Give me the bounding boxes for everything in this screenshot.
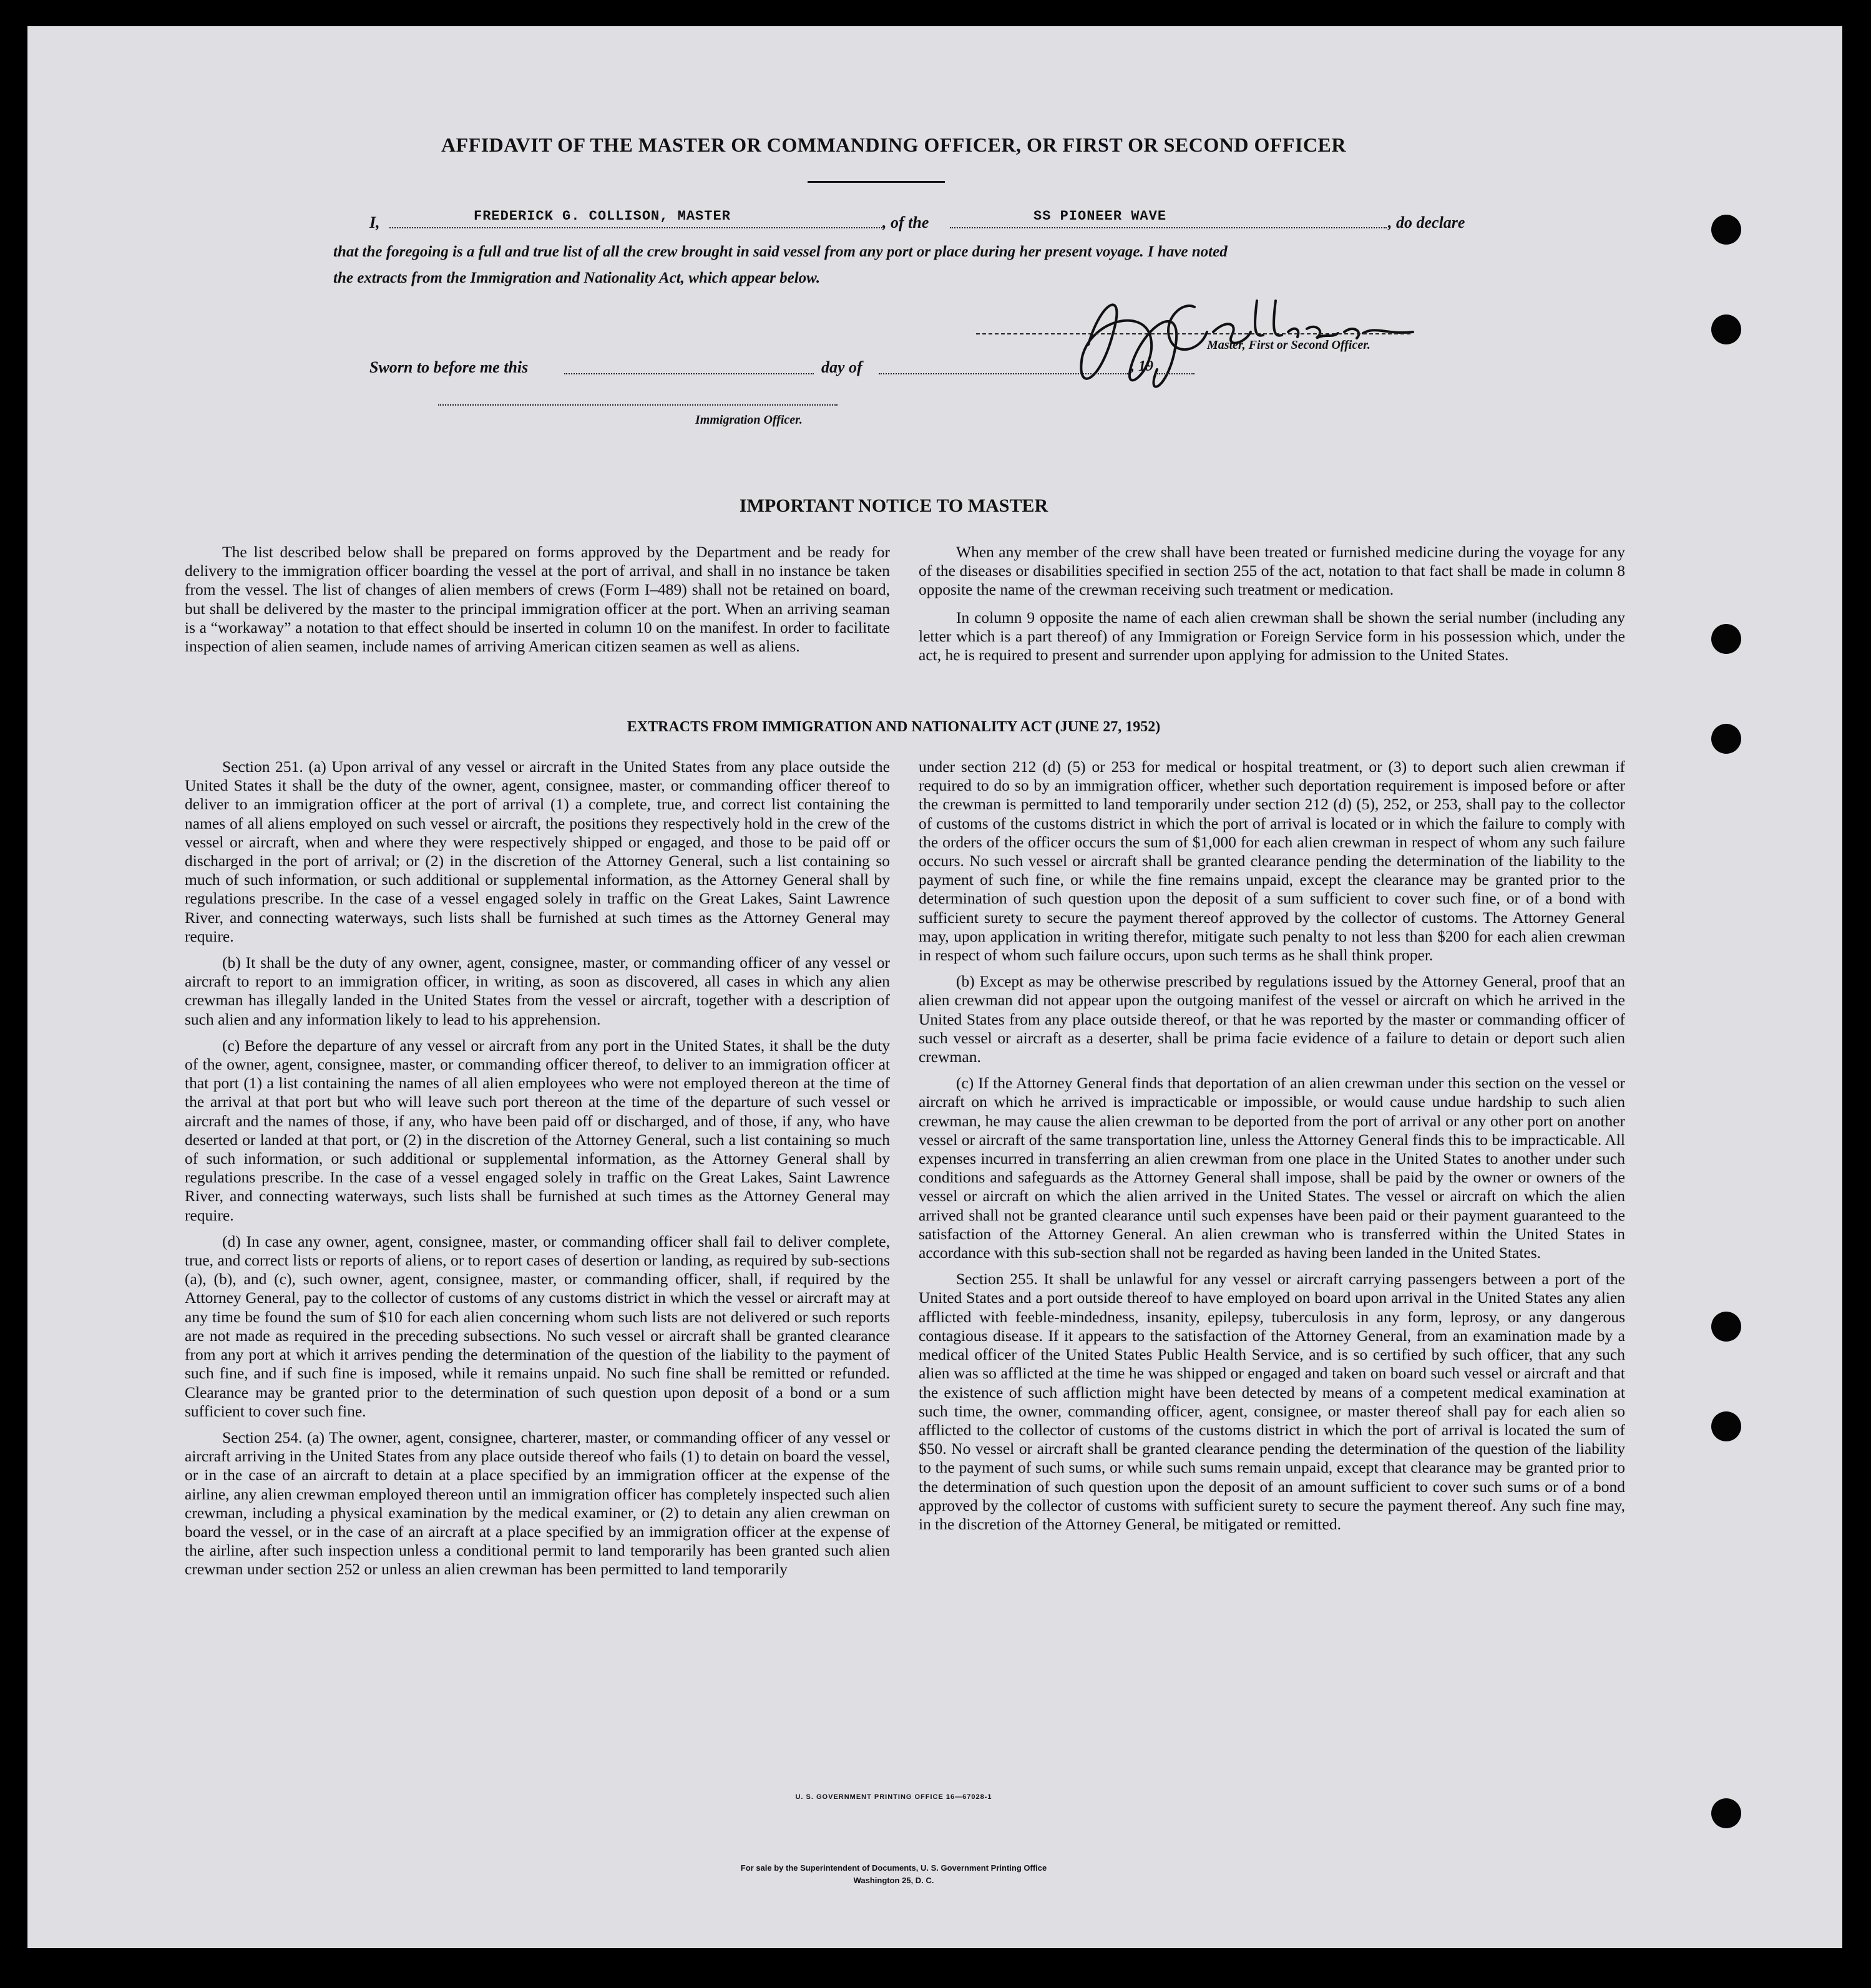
for-sale-line-1: For sale by the Superintendent of Documents, U. S. Government Printing Office xyxy=(740,1863,1047,1873)
sworn-month-line xyxy=(879,373,1128,374)
punch-hole xyxy=(1711,624,1741,654)
section-254-a: Section 254. (a) The owner, agent, consignee, charterer, master, or commanding officer of any vessel or aircraft arriving in the United States from any place outside thereof who fails (1) to detain on board the vessel, or in the case of an aircraft to detain at a place specified by an immigration officer at the expense of the airline, any alien crewman employed thereon until an immigration officer has completely inspected such alien crewman, including a physical examination by the medical examiner, or (2) to detain any alien crewman on board the vessel, or in the case of an aircraft at a place specified by an immigration officer at the expense of the airline, after such inspection unless a conditional permit to land temporarily has been granted such alien crewman under section 252 or unless an alien crewman has been permitted to land temporarily xyxy=(185,1428,890,1579)
section-255: Section 255. It shall be unlawful for any vessel or aircraft carrying passengers between a port of the United States and a port outside thereof to have employed on board upon arrival in the United States any alien afflicted with feeble-mindedness, insanity, epilepsy, tuberculosis in any form, leprosy, or any dangerous contagious disease. If it appears to the satisfaction of the Attorney General, from an examination made by a medical officer of the United States Public Health Service, and is so certified by such officer, that any such alien was so afflicted at the time he was shipped or engaged and taken on board such vessel or aircraft and that the existence of such affliction might have been detected by means of a competent medical examination at such time, the owner, commanding officer, agent, consignee, or master thereof shall pay for each alien so afflicted to the collector of customs of the customs district in which the port of arrival is located the sum of $50. No vessel or aircraft shall be granted clearance pending the determination of the question of the liability to the payment of such sums, or while such sums remain unpaid, except that clearance may be granted prior to the determination of such question upon the deposit of an amount sufficient to cover such sums or of a bond approved by the collector of customs with sufficient surety to secure the payment thereof. Any such fine may, in the discretion of the Attorney General, be mitigated or remitted. xyxy=(919,1270,1625,1533)
declare-label: , do declare xyxy=(1388,213,1465,231)
sworn-label: Sworn to before me this xyxy=(369,358,529,376)
name-line xyxy=(389,227,882,228)
statement-line-1: that the foregoing is a full and true list of all the crew brought in said vessel from any port or place during her present voyage. I have noted xyxy=(333,243,1228,260)
affidavit-title: AFFIDAVIT OF THE MASTER OR COMMANDING OFFICER, OR FIRST OR SECOND OFFICER xyxy=(441,134,1346,156)
section-251-a: Section 251. (a) Upon arrival of any vessel or aircraft in the United States from any place outside the United States it shall be the duty of the owner, agent, consignee, master, or commanding officer thereof to deliver to an immigration officer at the port of arrival (1) a complete, true, and correct list containing the names of all aliens employed on such vessel or aircraft, the positions they respectively hold in the crew of the vessel or aircraft, when and where they were respectively shipped or engaged, and those to be paid off or discharged in the port of arrival; or (2) in the discretion of the Attorney General, such a list containing so much of such information, or such additional or supplemental information, as the Attorney General shall by regulations prescribe. In the case of a vessel engaged solely in traffic on the Great Lakes, Saint Lawrence River, and connecting waterways, such lists shall be furnished at such times as the Attorney General may require. xyxy=(185,758,890,945)
document-page xyxy=(27,26,1842,1948)
extracts-left-column xyxy=(185,758,890,1581)
notice-left-column xyxy=(185,543,890,657)
sworn-year-line xyxy=(1157,373,1194,374)
vessel-name-value: SS PIONEER WAVE xyxy=(1033,208,1167,224)
vessel-line xyxy=(950,227,1387,228)
signature-text: F. G. Collison xyxy=(1038,263,1042,264)
of-the-label: , of the xyxy=(882,213,929,231)
section-251-d: (d) In case any owner, agent, consignee, master, or commanding officer shall fail to deliver complete, true, and correct lists or reports of aliens, or to report cases of desertion or landing, as required by sub-sections (a), (b), and (c), such owner, agent, consignee, master, or commanding officer, shall, if required by the Attorney General, pay to the collector of customs of any customs district in which the vessel or aircraft may at any time be found the sum of $10 for each alien concerning whom such lists are not delivered or such reports are not made as required in the preceding subsections. No such vessel or aircraft shall be granted clearance from any port at which it arrives pending the determination of the question of the liability to the payment of such fine, and if such fine is imposed, while it remains unpaid. No such fine shall be remitted or refunded. Clearance may be granted prior to the determination of such question upon deposit of a bond or a sum sufficient to cover such fine. xyxy=(185,1232,890,1420)
notice-right-column xyxy=(919,543,1625,666)
extracts-title: EXTRACTS FROM IMMIGRATION AND NATIONALITY ACT (JUNE 27, 1952) xyxy=(627,719,1161,735)
statement-line-2: the extracts from the Immigration and Nationality Act, which appear below. xyxy=(333,270,821,286)
section-251-c: (c) Before the departure of any vessel or aircraft from any port in the United States, it shall be the duty of the owner, agent, consignee, master, or commanding officer thereof, to deliver to an immigration officer at that port (1) a list containing the names of all alien employees who were not employed thereon at the time of the arrival at that port but who will leave such port thereon at the time of the departure of such vessel or aircraft and the names of those, if any, who have been paid off or discharged, and of those, if any, who have deserted or landed at that port, or (2) in the discretion of the Attorney General, such a list containing so much of such information, or such additional or supplemental information, as the Attorney General shall by regulations prescribe. In the case of a vessel engaged solely in traffic on the Great Lakes, Saint Lawrence River, and connecting waterways, such lists shall be furnished at such times as the Attorney General may require. xyxy=(185,1036,890,1224)
i-label: I, xyxy=(369,213,380,231)
punch-hole xyxy=(1711,1411,1741,1441)
punch-hole xyxy=(1711,215,1741,245)
title-rule xyxy=(808,181,945,183)
notice-left-paragraph: The list described below shall be prepared on forms approved by the Department and be ready for delivery to the immigration officer boarding the vessel at the port of arrival, and shall in no instance be taken from the vessel. The list of changes of alien members of crews (Form I–489) shall not be retained on board, but shall be delivered by the master to the principal immigration officer at the port. When an arriving seaman is a “workaway” a notation to that effect should be inserted in column 10 on the manifest. In order to facilitate inspection of alien seamen, include names of arriving American citizen seamen as well as aliens. xyxy=(185,543,890,656)
section-251-b: (b) It shall be the duty of any owner, agent, consignee, master, or commanding officer of any vessel or aircraft to report to an immigration officer, in writing, as soon as discovered, all cases in which any alien crewman has illegally landed in the United States from the vessel or aircraft, together with a description of such alien and any information likely to lead to his apprehension. xyxy=(185,953,890,1028)
punch-hole xyxy=(1711,314,1741,344)
notice-right-paragraph-1: When any member of the crew shall have been treated or furnished medicine during the voyage for any of the diseases or disabilities specified in section 255 of the act, notation to that fact shall be made in column 8 opposite the name of the crewman receiving such treatment or medication. xyxy=(919,543,1625,599)
notice-title: IMPORTANT NOTICE TO MASTER xyxy=(739,495,1048,516)
sworn-day-line xyxy=(564,373,814,374)
extracts-right-column xyxy=(919,758,1625,1535)
printing-office-imprint: U. S. GOVERNMENT PRINTING OFFICE 16—67028-1 xyxy=(795,1793,992,1801)
signature-caption: Master, First or Second Officer. xyxy=(1207,338,1370,352)
for-sale-line-2: Washington 25, D. C. xyxy=(853,1876,934,1885)
punch-hole xyxy=(1711,1798,1741,1828)
master-name-value: FREDERICK G. COLLISON, MASTER xyxy=(474,208,731,224)
section-254-c: (c) If the Attorney General finds that deportation of an alien crewman under this section on the vessel or aircraft on which he arrived is impracticable or impossible, or would cause undue hardship to such alien crewman, he may cause the alien crewman to be deported from the port of arrival or any other port on another vessel or aircraft of the same transportation line, unless the Attorney General finds this to be impracticable. All expenses incurred in transferring an alien crewman from one place in the United States to another under such conditions and safeguards as the Attorney General shall impose, shall be paid by the owner or owners of the vessel or aircraft on which the alien arrived in the United States. The vessel or aircraft on which the alien arrived shall not be granted clearance until such expenses have been paid or their payment guaranteed to the satisfaction of the Attorney General. An alien crewman who is transferred within the United States in accordance with this sub-section shall not be regarded as having been landed in the United States. xyxy=(919,1074,1625,1262)
signature-line xyxy=(976,333,1410,334)
year-label: , 19 xyxy=(1131,358,1153,374)
notice-right-paragraph-2: In column 9 opposite the name of each alien crewman shall be shown the serial number (including any letter which is a part thereof) of any Immigration or Foreign Service form in his possession which, under the act, he is required to present and surrender upon applying for admission to the United States. xyxy=(919,608,1625,665)
immigration-officer-caption: Immigration Officer. xyxy=(695,413,803,427)
section-254-b: (b) Except as may be otherwise prescribed by regulations issued by the Attorney General, proof that an alien crewman did not appear upon the outgoing manifest of the vessel or aircraft on which he arrived in the United States from any place outside thereof, or that he was reported by the master or commanding officer of such vessel or aircraft as a deserter, shall be prima facie evidence of a failure to detain or deport such alien crewman. xyxy=(919,972,1625,1066)
section-254-a-continued: under section 212 (d) (5) or 253 for medical or hospital treatment, or (3) to deport such alien crewman if required to do so by an immigration officer, whether such deportation requirement is imposed before or after the crewman is permitted to land temporarily under section 212 (d) (5), 252, or 253, shall pay to the collector of customs of the customs district in which the port of arrival is located or in which the failure to comply with the orders of the officer occurs the sum of $1,000 for each alien crewman in respect of whom any such failure occurs. No such vessel or aircraft shall be granted clearance pending the determination of the liability to the payment of such fine, or while the fine remains unpaid, except the clearance may be granted prior to the determination of such question upon the deposit of a sum sufficient to cover such fine, or of a bond with sufficient surety to secure the payment thereof approved by the collector of customs. The Attorney General may, upon application in writing therefor, mitigate such penalty to not less than $200 for each alien crewman in respect of whom such failure occurs, upon such terms as he shall think proper. xyxy=(919,758,1625,965)
immigration-officer-line xyxy=(438,404,838,406)
day-of-label: day of xyxy=(821,358,862,376)
punch-hole xyxy=(1711,1312,1741,1342)
